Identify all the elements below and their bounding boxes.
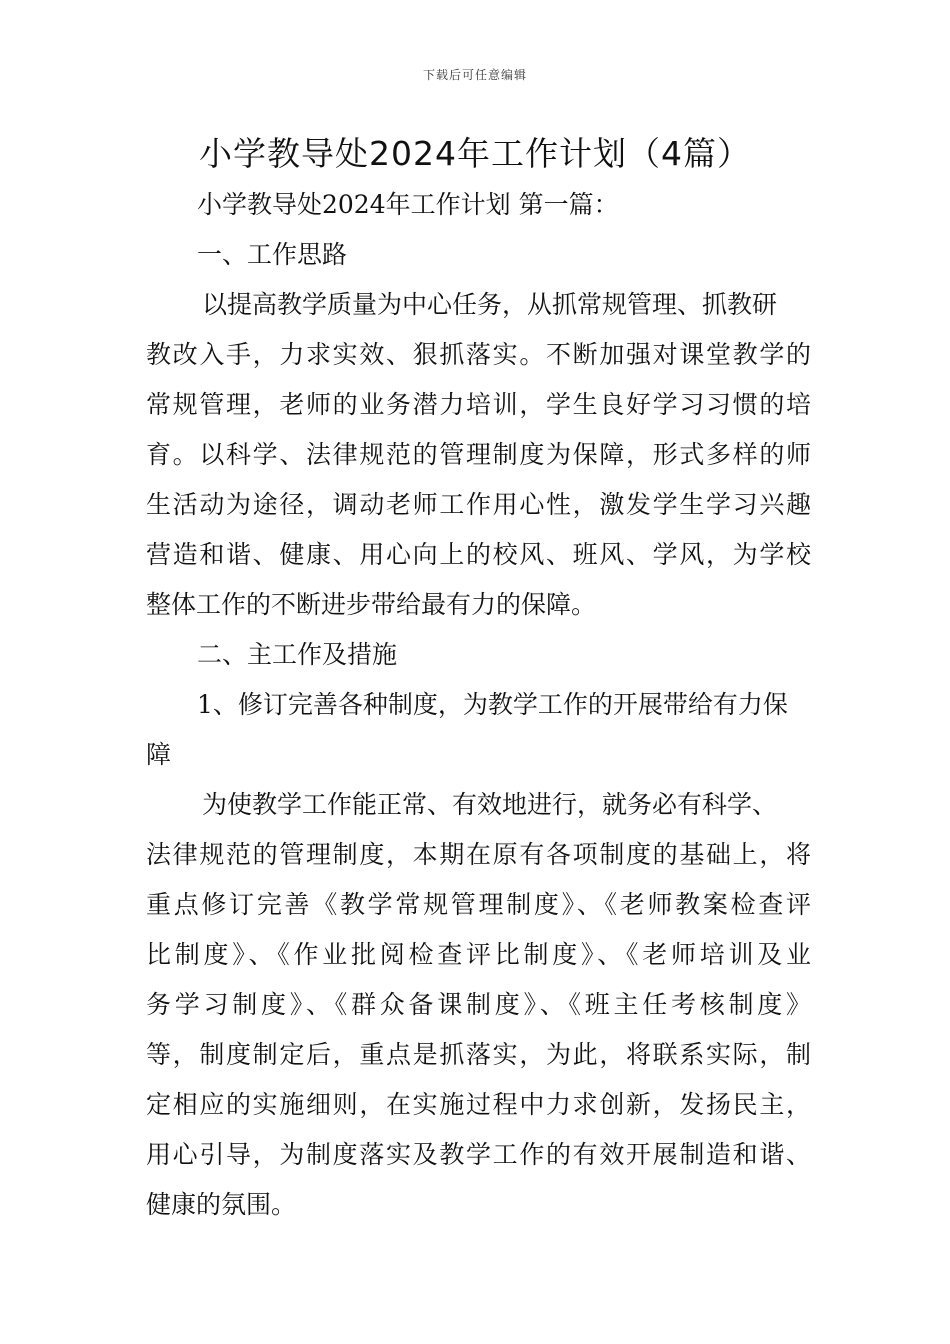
paragraph-line: 务学习制度》、《群众备课制度》、《班主任考核制度》 (146, 990, 811, 1019)
paragraph-line: 比制度》、《作业批阅检查评比制度》、《老师培训及业 (146, 940, 811, 969)
paragraph-line: 生活动为途径，调动老师工作用心性，激发学生学习兴趣 (146, 490, 811, 519)
paragraph-line: 营造和谐、健康、用心向上的校风、班风、学风，为学校 (146, 540, 811, 569)
document-subtitle: 小学教导处2024年工作计划 第一篇： (197, 190, 619, 219)
paragraph-line: 重点修订完善《教学常规管理制度》、《老师教案检查评 (146, 890, 811, 919)
paragraph-line: 常规管理，老师的业务潜力培训，学生良好学习习惯的培 (146, 390, 811, 419)
list-item-line: 1、修订完善各种制度，为教学工作的开展带给有力保 (197, 690, 788, 719)
paragraph-line: 整体工作的不断进步带给最有力的保障。 (146, 590, 597, 619)
paragraph-line: 以提高教学质量为中心任务，从抓常规管理、抓教研 (202, 290, 778, 319)
header-note: 下载后可任意编辑 (422, 68, 527, 82)
document-body (146, 180, 811, 1230)
paragraph-line: 健康的氛围。 (146, 1190, 297, 1219)
section-heading-2: 二、主工作及措施 (197, 640, 398, 669)
paragraph-line: 育。以科学、法律规范的管理制度为保障，形式多样的师 (146, 440, 811, 469)
paragraph-line: 教改入手，力求实效、狠抓落实。不断加强对课堂教学的 (146, 340, 811, 369)
paragraph-line: 为使教学工作能正常、有效地进行，就务必有科学、 (202, 790, 778, 819)
paragraph-line: 法律规范的管理制度，本期在原有各项制度的基础上，将 (146, 840, 811, 869)
paragraph-line: 定相应的实施细则，在实施过程中力求创新，发扬民主， (146, 1090, 811, 1119)
list-item-line: 障 (146, 740, 172, 769)
paragraph-line: 等，制度制定后，重点是抓落实，为此，将联系实际，制 (146, 1040, 811, 1069)
document-title: 小学教导处2024年工作计划（4篇） (199, 134, 751, 173)
section-heading-1: 一、工作思路 (197, 240, 348, 269)
paragraph-line: 用心引导，为制度落实及教学工作的有效开展制造和谐、 (146, 1140, 811, 1169)
